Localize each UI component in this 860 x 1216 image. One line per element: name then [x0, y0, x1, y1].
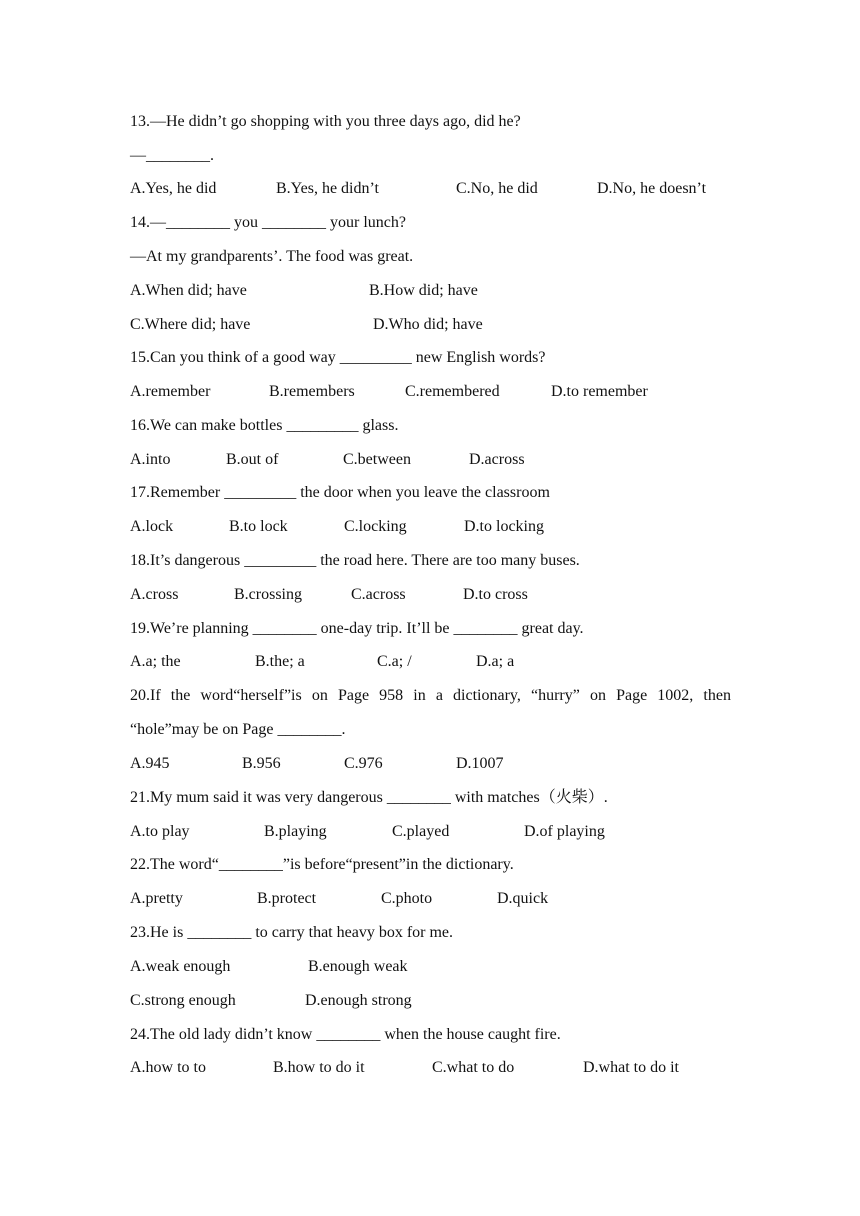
question-17-option-c: C.locking	[344, 518, 407, 535]
question-22-option-a: A.pretty	[130, 890, 183, 907]
question-15-stem: 15.Can you think of a good way _________ new English words?	[130, 349, 546, 366]
question-16-stem: 16.We can make bottles _________ glass.	[130, 417, 399, 434]
question-24-option-d: D.what to do it	[583, 1059, 679, 1076]
question-15-option-d: D.to remember	[551, 383, 648, 400]
question-22-stem: 22.The word“________”is before“present”in the dictionary.	[130, 856, 514, 873]
question-22-option-b: B.protect	[257, 890, 317, 907]
question-17-option-b: B.to lock	[229, 518, 288, 535]
question-13-option-d: D.No, he doesn’t	[597, 180, 707, 197]
question-16-option-b: B.out of	[226, 451, 279, 468]
question-19-option-b: B.the; a	[255, 653, 305, 670]
stem-word: 1002,	[657, 687, 694, 704]
question-20-option-d: D.1007	[456, 755, 504, 772]
stem-word: on	[589, 687, 606, 704]
question-14-stem: 14.—________ you ________ your lunch?	[130, 214, 406, 231]
question-18-option-c: C.across	[351, 586, 406, 603]
question-19-option-c: C.a; /	[377, 653, 412, 670]
stem-word: a	[435, 687, 443, 704]
question-17-option-a: A.lock	[130, 518, 174, 535]
question-24-option-c: C.what to do	[432, 1059, 515, 1076]
question-23-option-a: A.weak enough	[130, 958, 231, 975]
question-21-option-a: A.to play	[130, 823, 190, 840]
question-13-option-b: B.Yes, he didn’t	[276, 180, 379, 197]
question-14-option-a: A.When did; have	[130, 282, 247, 299]
question-20-stem-continued: “hole”may be on Page ________.	[130, 721, 346, 738]
stem-word: 958	[379, 687, 404, 704]
question-14-option-d: D.Who did; have	[373, 316, 483, 333]
question-20-option-b: B.956	[242, 755, 281, 772]
question-14-answer-line: —At my grandparents’. The food was great.	[130, 248, 414, 265]
stem-word: on	[311, 687, 328, 704]
question-15-option-a: A.remember	[130, 383, 211, 400]
stem-word: 20.If	[130, 687, 161, 704]
question-19-stem: 19.We’re planning ________ one-day trip. It’ll be ________ great day.	[130, 620, 584, 637]
question-19-option-d: D.a; a	[476, 653, 515, 670]
question-21-stem: 21.My mum said it was very dangerous ________ with matches（火柴）.	[130, 789, 608, 806]
question-23-option-b: B.enough weak	[308, 958, 408, 975]
question-17-stem: 17.Remember _________ the door when you leave the classroom	[130, 484, 550, 501]
question-21-option-d: D.of playing	[524, 823, 605, 840]
question-18-stem: 18.It’s dangerous _________ the road here. There are too many buses.	[130, 552, 580, 569]
question-24-stem: 24.The old lady didn’t know ________ when the house caught fire.	[130, 1026, 561, 1043]
stem-word: dictionary,	[453, 687, 521, 704]
question-16-option-c: C.between	[343, 451, 411, 468]
question-15-option-c: C.remembered	[405, 383, 500, 400]
question-13-stem: 13.—He didn’t go shopping with you three days ago, did he?	[130, 113, 521, 130]
stem-word: then	[703, 687, 731, 704]
question-14-option-c: C.Where did; have	[130, 316, 251, 333]
stem-word: Page	[616, 687, 648, 704]
question-21-option-b: B.playing	[264, 823, 327, 840]
question-13-answer-blank: —________.	[130, 147, 214, 164]
question-15-option-b: B.remembers	[269, 383, 355, 400]
question-24-option-a: A.how to to	[130, 1059, 206, 1076]
question-23-option-d: D.enough strong	[305, 992, 412, 1009]
question-23-option-c: C.strong enough	[130, 992, 236, 1009]
question-14-option-b: B.How did; have	[369, 282, 478, 299]
question-18-option-a: A.cross	[130, 586, 179, 603]
stem-word: word“herself”is	[200, 687, 302, 704]
question-21-option-c: C.played	[392, 823, 450, 840]
question-22-option-c: C.photo	[381, 890, 433, 907]
question-22-option-d: D.quick	[497, 890, 549, 907]
question-24-option-b: B.how to do it	[273, 1059, 365, 1076]
question-19-option-a: A.a; the	[130, 653, 181, 670]
stem-word: Page	[337, 687, 370, 704]
stem-word: in	[413, 687, 426, 704]
question-17-option-d: D.to locking	[464, 518, 544, 535]
question-20-option-a: A.945	[130, 755, 170, 772]
question-23-stem: 23.He is ________ to carry that heavy box for me.	[130, 924, 454, 941]
stem-word: “hurry”	[530, 687, 580, 704]
question-16-option-d: D.across	[469, 451, 525, 468]
question-20-stem	[130, 686, 731, 706]
question-16-option-a: A.into	[130, 451, 171, 468]
question-13-option-a: A.Yes, he did	[130, 180, 217, 197]
question-18-option-d: D.to cross	[463, 586, 528, 603]
question-13-option-c: C.No, he did	[456, 180, 538, 197]
question-18-option-b: B.crossing	[234, 586, 302, 603]
stem-word: the	[170, 687, 191, 704]
question-20-option-c: C.976	[344, 755, 383, 772]
